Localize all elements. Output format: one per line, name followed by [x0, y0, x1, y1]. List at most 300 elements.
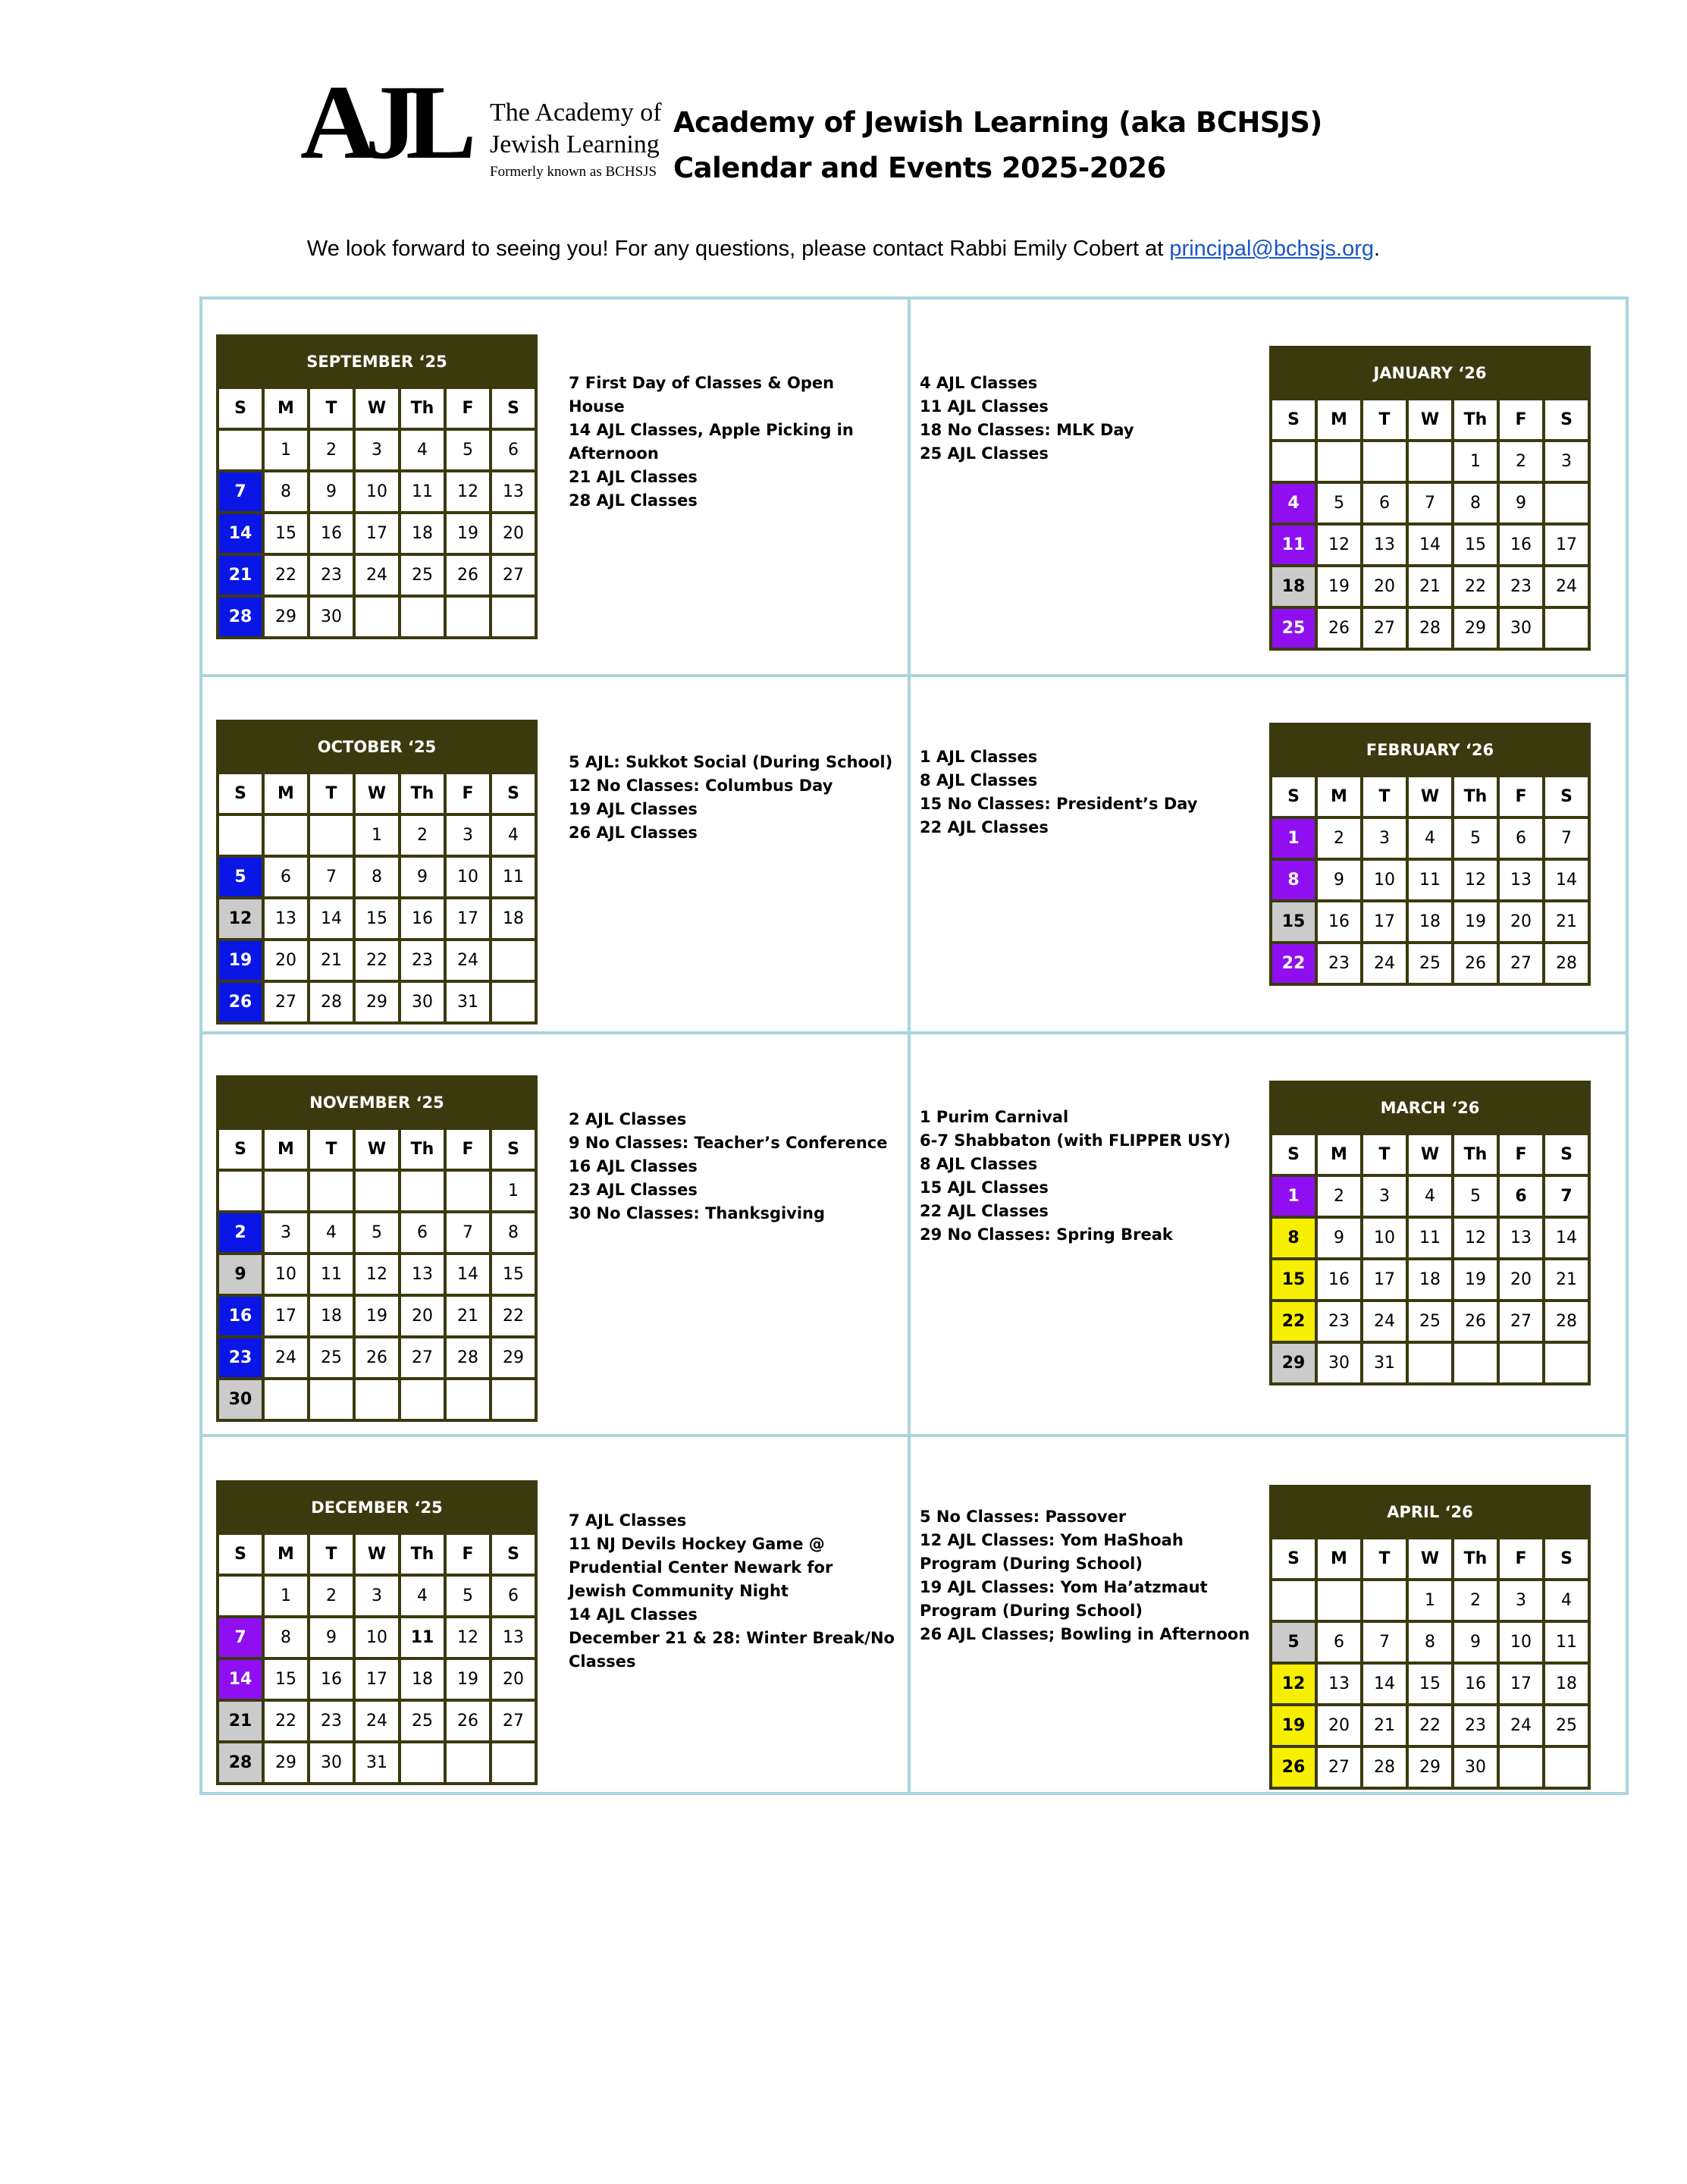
empty-cell	[491, 981, 536, 1023]
week-row	[1271, 859, 1589, 901]
week-row	[218, 1379, 536, 1420]
week-row	[218, 1212, 536, 1254]
day-cell: 1	[354, 814, 400, 856]
weekday-header: Th	[1453, 1134, 1498, 1175]
day-cell: 5	[1453, 817, 1498, 859]
day-cell: 7	[1407, 482, 1453, 524]
month-cell-april	[911, 1437, 1629, 1795]
intro-message: We look forward to seeing you! For any questions, please contact Rabbi Emily Cobert at	[306, 237, 1170, 261]
event-list	[569, 1509, 895, 1674]
weekday-header: T	[309, 388, 354, 429]
weekday-header: W	[1407, 776, 1453, 817]
event-item: 14 AJL Classes	[569, 1605, 698, 1624]
event-item: 19 AJL Classes	[569, 800, 698, 818]
day-cell: 5	[354, 1212, 400, 1254]
day-cell: 27	[1498, 1301, 1544, 1342]
day-cell: 14	[445, 1254, 491, 1295]
day-cell: 5	[445, 429, 491, 471]
week-row	[1271, 1621, 1589, 1663]
day-cell: 25	[309, 1337, 354, 1379]
empty-cell	[354, 1379, 400, 1420]
empty-cell	[1362, 1580, 1407, 1621]
weekday-header: W	[1407, 1134, 1453, 1175]
day-cell: 30	[1453, 1746, 1498, 1788]
day-cell: 3	[354, 1575, 400, 1617]
empty-cell	[309, 814, 354, 856]
day-cell: 2	[218, 1212, 263, 1254]
logo-line-1: The Academy of	[490, 99, 662, 127]
day-cell: 26	[1271, 1746, 1316, 1788]
week-row	[218, 856, 536, 898]
month-calendar	[216, 1075, 538, 1422]
weekday-header: T	[309, 1533, 354, 1575]
day-cell: 29	[263, 1742, 309, 1784]
weekday-header: T	[1362, 399, 1407, 441]
day-cell: 2	[1453, 1580, 1498, 1621]
month-calendar	[216, 334, 538, 639]
event-item: 30 No Classes: Thanksgiving	[569, 1204, 826, 1222]
email-link[interactable]: principal@bchsjs.org	[1169, 237, 1375, 261]
week-row	[1271, 1175, 1589, 1217]
day-cell: 13	[263, 898, 309, 940]
month-calendar	[216, 720, 538, 1025]
day-cell: 19	[445, 513, 491, 554]
day-cell: 2	[1316, 817, 1362, 859]
empty-cell	[491, 596, 536, 638]
day-cell: 24	[1498, 1705, 1544, 1746]
day-cell: 25	[1271, 607, 1316, 649]
week-row	[218, 1742, 536, 1784]
weekday-header: S	[1271, 1134, 1316, 1175]
week-row	[218, 1658, 536, 1700]
week-row	[218, 429, 536, 471]
empty-cell	[1544, 1342, 1589, 1384]
day-cell: 7	[1362, 1621, 1407, 1663]
weekday-header: F	[1498, 776, 1544, 817]
day-cell: 10	[1362, 1217, 1407, 1259]
empty-cell	[1407, 1342, 1453, 1384]
event-item: 23 AJL Classes	[569, 1181, 698, 1199]
day-cell: 19	[1453, 901, 1498, 943]
day-cell: 22	[354, 940, 400, 981]
day-cell: 3	[354, 429, 400, 471]
week-row	[1271, 607, 1589, 649]
day-cell: 24	[1362, 1301, 1407, 1342]
empty-cell	[263, 814, 309, 856]
month-title: APRIL ‘26	[1271, 1486, 1589, 1538]
event-item: 22 AJL Classes	[920, 1202, 1049, 1220]
day-cell: 20	[491, 1658, 536, 1700]
week-row	[1271, 1663, 1589, 1705]
day-cell: 20	[491, 513, 536, 554]
day-cell: 25	[1544, 1705, 1589, 1746]
day-cell: 3	[445, 814, 491, 856]
event-item: 25 AJL Classes	[920, 444, 1049, 463]
day-cell: 18	[1544, 1663, 1589, 1705]
day-cell: 23	[1316, 943, 1362, 984]
day-cell: 21	[1544, 1259, 1589, 1301]
empty-cell	[309, 1379, 354, 1420]
day-cell: 30	[309, 596, 354, 638]
weekday-header: Th	[400, 388, 445, 429]
day-cell: 14	[218, 1658, 263, 1700]
week-row	[1271, 1705, 1589, 1746]
day-cell: 14	[1544, 1217, 1589, 1259]
day-cell: 1	[1453, 441, 1498, 482]
empty-cell	[400, 1742, 445, 1784]
day-cell: 15	[263, 513, 309, 554]
day-cell: 17	[1498, 1663, 1544, 1705]
day-cell: 20	[1498, 1259, 1544, 1301]
day-cell: 8	[491, 1212, 536, 1254]
logo-line-3: Formerly known as BCHSJS	[490, 164, 657, 180]
month-title: NOVEMBER ‘25	[218, 1077, 536, 1128]
day-cell: 15	[1271, 1259, 1316, 1301]
weekday-header: S	[218, 388, 263, 429]
event-item: 8 AJL Classes	[920, 771, 1038, 789]
empty-cell	[491, 940, 536, 981]
day-cell: 22	[1453, 566, 1498, 607]
day-cell: 6	[491, 429, 536, 471]
day-cell: 6	[1498, 817, 1544, 859]
day-cell: 29	[263, 596, 309, 638]
day-cell: 6	[400, 1212, 445, 1254]
title-line-1: Academy of Jewish Learning (aka BCHSJS)	[673, 106, 1322, 139]
month-title: MARCH ‘26	[1271, 1082, 1589, 1134]
empty-cell	[1407, 441, 1453, 482]
week-row	[218, 981, 536, 1023]
month-title: OCTOBER ‘25	[218, 721, 536, 773]
week-row	[218, 898, 536, 940]
day-cell: 2	[1316, 1175, 1362, 1217]
day-cell: 28	[1544, 943, 1589, 984]
day-cell: 30	[218, 1379, 263, 1420]
day-cell: 23	[309, 554, 354, 596]
day-cell: 11	[1544, 1621, 1589, 1663]
day-cell: 4	[400, 429, 445, 471]
event-list	[920, 1106, 1261, 1247]
week-row	[218, 471, 536, 513]
event-item: 4 AJL Classes	[920, 374, 1038, 392]
weekday-header: M	[263, 388, 309, 429]
day-cell: 11	[400, 471, 445, 513]
ajl-logo	[300, 64, 664, 206]
day-cell: 17	[354, 1658, 400, 1700]
weekday-header: S	[1544, 1134, 1589, 1175]
day-cell: 10	[1498, 1621, 1544, 1663]
day-cell: 24	[354, 554, 400, 596]
day-cell: 26	[354, 1337, 400, 1379]
month-cell-december	[202, 1437, 908, 1795]
day-cell: 24	[1544, 566, 1589, 607]
day-cell: 26	[1453, 943, 1498, 984]
day-cell: 12	[1316, 524, 1362, 566]
day-cell: 5	[218, 856, 263, 898]
day-cell: 5	[1271, 1621, 1316, 1663]
weekday-header: S	[1271, 399, 1316, 441]
day-cell: 1	[263, 429, 309, 471]
day-cell: 8	[1407, 1621, 1453, 1663]
event-list	[920, 1505, 1261, 1646]
day-cell: 21	[1362, 1705, 1407, 1746]
day-cell: 26	[445, 554, 491, 596]
day-cell: 28	[1544, 1301, 1589, 1342]
day-cell: 27	[1316, 1746, 1362, 1788]
event-item: 12 No Classes: Columbus Day	[569, 777, 833, 795]
day-cell: 19	[354, 1295, 400, 1337]
week-row	[218, 814, 536, 856]
logo-text	[490, 97, 662, 184]
event-item: 18 No Classes: MLK Day	[920, 421, 1134, 439]
weekday-header: F	[1498, 1538, 1544, 1580]
day-cell: 3	[1544, 441, 1589, 482]
weekday-header: M	[263, 1533, 309, 1575]
week-row	[1271, 1580, 1589, 1621]
event-item: 1 AJL Classes	[920, 748, 1038, 766]
day-cell: 12	[1453, 859, 1498, 901]
day-cell: 3	[1362, 817, 1407, 859]
day-cell: 25	[400, 1700, 445, 1742]
day-cell: 29	[1271, 1342, 1316, 1384]
week-row	[1271, 1342, 1589, 1384]
day-cell: 17	[354, 513, 400, 554]
day-cell: 4	[400, 1575, 445, 1617]
month-title: DECEMBER ‘25	[218, 1482, 536, 1533]
day-cell: 23	[1498, 566, 1544, 607]
intro-text	[0, 237, 1687, 262]
empty-cell	[1453, 1342, 1498, 1384]
day-cell: 3	[263, 1212, 309, 1254]
day-cell: 30	[309, 1742, 354, 1784]
day-cell: 7	[1544, 817, 1589, 859]
month-cell-march	[911, 1034, 1629, 1434]
weekday-header: W	[1407, 399, 1453, 441]
day-cell: 23	[309, 1700, 354, 1742]
event-item: 7 AJL Classes	[569, 1511, 687, 1530]
month-cell-november	[202, 1034, 908, 1434]
intro-end: .	[1374, 237, 1381, 261]
day-cell: 2	[309, 429, 354, 471]
month-cell-september	[202, 300, 908, 674]
day-cell: 10	[1362, 859, 1407, 901]
day-cell: 8	[263, 471, 309, 513]
day-cell: 18	[491, 898, 536, 940]
weekday-header: W	[354, 388, 400, 429]
weekday-header: S	[491, 773, 536, 814]
month-title: SEPTEMBER ‘25	[218, 336, 536, 388]
week-row	[218, 596, 536, 638]
day-cell: 29	[354, 981, 400, 1023]
day-cell: 13	[1316, 1663, 1362, 1705]
empty-cell	[309, 1170, 354, 1212]
day-cell: 14	[309, 898, 354, 940]
day-cell: 15	[263, 1658, 309, 1700]
day-cell: 13	[491, 471, 536, 513]
day-cell: 1	[263, 1575, 309, 1617]
day-cell: 27	[400, 1337, 445, 1379]
weekday-header: Th	[400, 1533, 445, 1575]
empty-cell	[354, 1170, 400, 1212]
event-list	[920, 745, 1261, 839]
weekday-header: S	[1544, 776, 1589, 817]
weekday-header: T	[1362, 776, 1407, 817]
week-row	[1271, 441, 1589, 482]
empty-cell	[445, 1170, 491, 1212]
page-title	[673, 100, 1322, 191]
event-item: 22 AJL Classes	[920, 818, 1049, 836]
day-cell: 11	[309, 1254, 354, 1295]
empty-cell	[445, 596, 491, 638]
day-cell: 12	[1271, 1663, 1316, 1705]
weekday-header: S	[491, 1128, 536, 1170]
week-row	[218, 1700, 536, 1742]
empty-cell	[1544, 482, 1589, 524]
day-cell: 24	[445, 940, 491, 981]
day-cell: 21	[309, 940, 354, 981]
empty-cell	[491, 1379, 536, 1420]
day-cell: 28	[445, 1337, 491, 1379]
weekday-header: Th	[1453, 399, 1498, 441]
day-cell: 12	[445, 471, 491, 513]
day-cell: 20	[1362, 566, 1407, 607]
day-cell: 31	[445, 981, 491, 1023]
day-cell: 7	[445, 1212, 491, 1254]
month-calendar	[1269, 346, 1591, 651]
day-cell: 27	[263, 981, 309, 1023]
day-cell: 19	[445, 1658, 491, 1700]
day-cell: 24	[354, 1700, 400, 1742]
day-cell: 6	[1362, 482, 1407, 524]
week-row	[218, 1254, 536, 1295]
month-title: JANUARY ‘26	[1271, 347, 1589, 399]
day-cell: 17	[1544, 524, 1589, 566]
day-cell: 3	[1498, 1580, 1544, 1621]
empty-cell	[218, 814, 263, 856]
day-cell: 27	[1362, 607, 1407, 649]
day-cell: 25	[1407, 943, 1453, 984]
day-cell: 2	[309, 1575, 354, 1617]
empty-cell	[445, 1379, 491, 1420]
day-cell: 5	[1316, 482, 1362, 524]
day-cell: 7	[218, 1617, 263, 1658]
day-cell: 18	[1271, 566, 1316, 607]
day-cell: 9	[1498, 482, 1544, 524]
event-item: 12 AJL Classes: Yom HaShoah Program (During School)	[920, 1531, 1184, 1573]
day-cell: 14	[218, 513, 263, 554]
weekday-header: Th	[1453, 776, 1498, 817]
event-item: 19 AJL Classes: Yom Ha’atzmaut Program (During School)	[920, 1578, 1208, 1620]
empty-cell	[354, 596, 400, 638]
day-cell: 23	[1316, 1301, 1362, 1342]
day-cell: 12	[1453, 1217, 1498, 1259]
day-cell: 4	[491, 814, 536, 856]
day-cell: 21	[445, 1295, 491, 1337]
day-cell: 8	[1271, 859, 1316, 901]
weekday-header: T	[309, 773, 354, 814]
weekday-header: F	[1498, 1134, 1544, 1175]
day-cell: 30	[1316, 1342, 1362, 1384]
day-cell: 28	[218, 596, 263, 638]
event-item: 26 AJL Classes; Bowling in Afternoon	[920, 1625, 1250, 1643]
event-item: 8 AJL Classes	[920, 1155, 1038, 1173]
day-cell: 8	[1453, 482, 1498, 524]
week-row	[218, 1575, 536, 1617]
day-cell: 25	[400, 554, 445, 596]
day-cell: 9	[1316, 1217, 1362, 1259]
day-cell: 10	[354, 471, 400, 513]
weekday-header: S	[491, 1533, 536, 1575]
day-cell: 16	[218, 1295, 263, 1337]
day-cell: 26	[218, 981, 263, 1023]
week-row	[1271, 1746, 1589, 1788]
week-row	[1271, 482, 1589, 524]
week-row	[1271, 817, 1589, 859]
event-item: 21 AJL Classes	[569, 468, 698, 486]
month-calendar	[1269, 1081, 1591, 1385]
empty-cell	[1544, 1746, 1589, 1788]
day-cell: 22	[491, 1295, 536, 1337]
day-cell: 22	[1407, 1705, 1453, 1746]
day-cell: 10	[354, 1617, 400, 1658]
event-item: 16 AJL Classes	[569, 1157, 698, 1175]
weekday-header: S	[218, 1533, 263, 1575]
day-cell: 3	[1362, 1175, 1407, 1217]
day-cell: 15	[1271, 901, 1316, 943]
day-cell: 26	[1316, 607, 1362, 649]
weekday-header: W	[354, 1533, 400, 1575]
event-item: 5 AJL: Sukkot Social (During School)	[569, 753, 893, 771]
weekday-header: W	[354, 773, 400, 814]
weekday-header: Th	[400, 1128, 445, 1170]
weekday-header: S	[491, 388, 536, 429]
empty-cell	[400, 1379, 445, 1420]
weekday-header: W	[1407, 1538, 1453, 1580]
empty-cell	[1271, 1580, 1316, 1621]
day-cell: 21	[1407, 566, 1453, 607]
weekday-header: S	[218, 773, 263, 814]
day-cell: 4	[1271, 482, 1316, 524]
weekday-header: F	[1498, 399, 1544, 441]
day-cell: 16	[1453, 1663, 1498, 1705]
day-cell: 15	[1407, 1663, 1453, 1705]
day-cell: 7	[1544, 1175, 1589, 1217]
day-cell: 11	[1407, 859, 1453, 901]
day-cell: 16	[1498, 524, 1544, 566]
day-cell: 24	[1362, 943, 1407, 984]
day-cell: 16	[1316, 901, 1362, 943]
month-title: FEBRUARY ‘26	[1271, 724, 1589, 776]
day-cell: 17	[263, 1295, 309, 1337]
weekday-header: S	[1271, 776, 1316, 817]
week-row	[218, 554, 536, 596]
empty-cell	[263, 1170, 309, 1212]
empty-cell	[263, 1379, 309, 1420]
weekday-header: S	[1271, 1538, 1316, 1580]
day-cell: 24	[263, 1337, 309, 1379]
day-cell: 1	[1271, 1175, 1316, 1217]
day-cell: 5	[1453, 1175, 1498, 1217]
month-calendar	[216, 1480, 538, 1785]
day-cell: 23	[218, 1337, 263, 1379]
day-cell: 2	[400, 814, 445, 856]
day-cell: 19	[1271, 1705, 1316, 1746]
day-cell: 19	[1453, 1259, 1498, 1301]
day-cell: 27	[491, 554, 536, 596]
event-list	[569, 372, 895, 513]
day-cell: 13	[491, 1617, 536, 1658]
week-row	[218, 1617, 536, 1658]
day-cell: 8	[263, 1617, 309, 1658]
